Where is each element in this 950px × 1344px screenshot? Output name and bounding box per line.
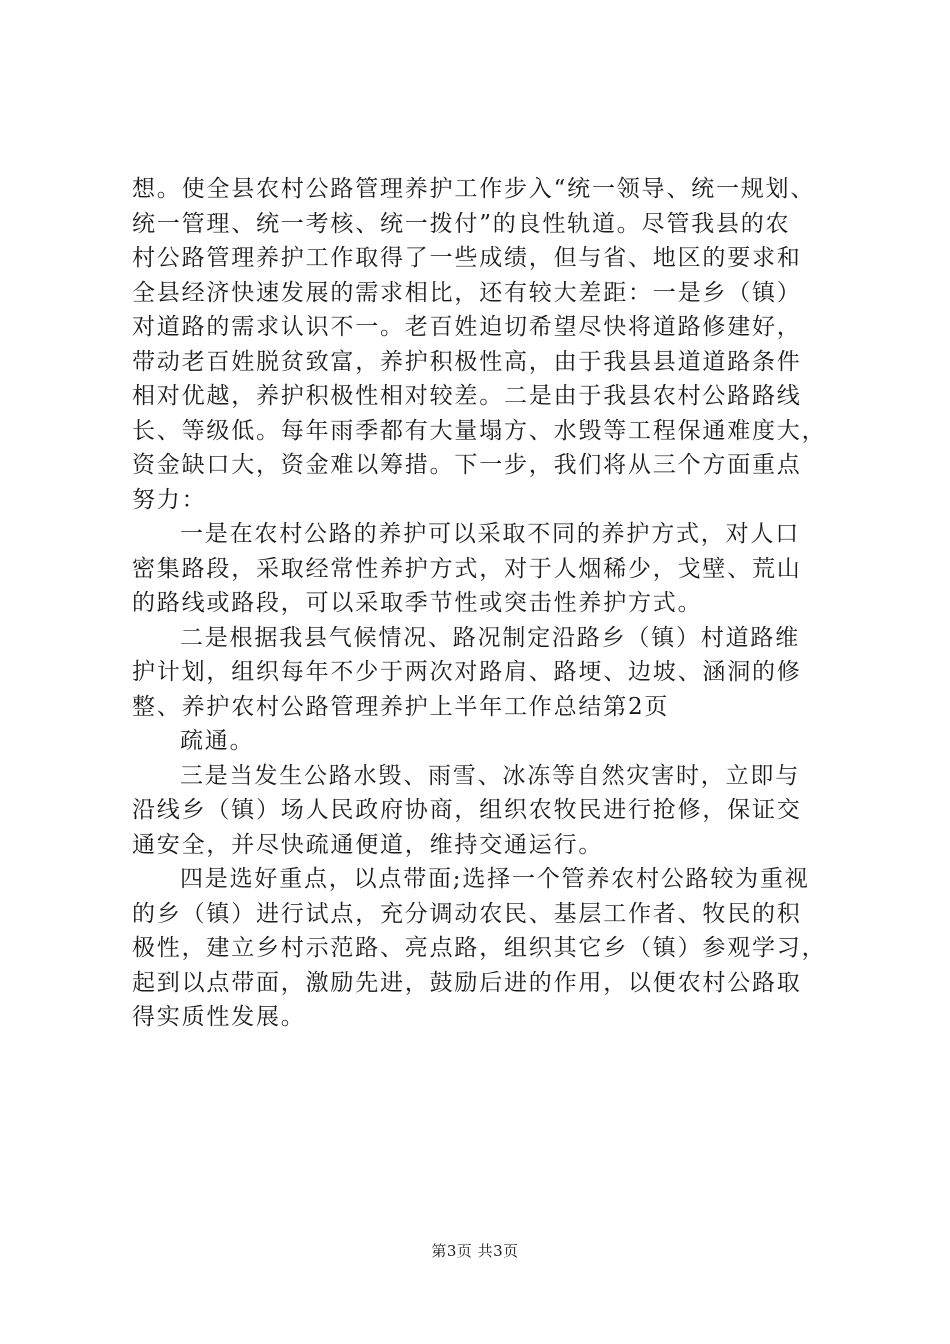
text-line: 统一管理、统一考核、统一拨付”的良性轨道。尽管我县的农	[132, 210, 791, 237]
page-number: 第3页 共3页	[431, 1242, 519, 1260]
text-line: 相对优越，养护积极性相对较差。二是由于我县农村公路路线	[132, 383, 802, 409]
text-line: 全县经济快速发展的需求相比，还有较大差距：一是乡（镇）	[132, 279, 802, 306]
text-line: 通安全，并尽快疏通便道，维持交通运行。	[132, 831, 604, 858]
text-line: 密集路段，采取经常性养护方式，对于人烟稀少，戈壁、荒山	[132, 555, 802, 582]
text-line: 想。使全县农村公路管理养护工作步入“统一领导、统一规划、	[132, 176, 816, 202]
text-line: 四是选好重点，以点带面;选择一个管养农村公路较为重视	[180, 866, 810, 892]
text-line: 三是当发生公路水毁、雨雪、冰冻等自然灾害时，立即与	[180, 762, 800, 789]
text-line: 二是根据我县气候情况、路况制定沿路乡（镇）村道路维	[180, 624, 800, 651]
page-footer	[0, 1241, 950, 1261]
text-line: 一是在农村公路的养护可以采取不同的养护方式，对人口	[180, 521, 800, 547]
text-line: 得实质性发展。	[132, 1004, 306, 1030]
text-line: 沿线乡（镇）场人民政府协商，组织农牧民进行抢修，保证交	[132, 797, 802, 823]
text-line: 整、养护农村公路管理养护上半年工作总结第2页	[132, 693, 670, 720]
text-line: 村公路管理养护工作取得了一些成绩，但与省、地区的要求和	[132, 245, 802, 271]
text-line: 带动老百姓脱贫致富，养护积极性高，由于我县县道道路条件	[132, 348, 802, 375]
text-line: 护计划，组织每年不少于两次对路肩、路埂、边坡、涵洞的修	[132, 659, 802, 685]
text-line: 长、等级低。每年雨季都有大量塌方、水毁等工程保通难度大，	[132, 417, 827, 444]
text-line: 资金缺口大，资金难以筹措。下一步，我们将从三个方面重点	[132, 452, 802, 478]
text-line: 的乡（镇）进行试点，充分调动农民、基层工作者、牧民的积	[132, 900, 802, 927]
text-line: 努力：	[132, 486, 207, 513]
text-line: 的路线或路段，可以采取季节性或突击性养护方式。	[132, 590, 703, 616]
text-line: 疏通。	[180, 728, 255, 754]
text-line: 对道路的需求认识不一。老百姓迫切希望尽快将道路修建好，	[132, 314, 802, 340]
text-line: 极性，建立乡村示范路、亮点路，组织其它乡（镇）参观学习，	[132, 935, 827, 961]
document-body	[132, 172, 832, 1035]
text-line: 起到以点带面，激励先进，鼓励后进的作用，以便农村公路取	[132, 969, 802, 996]
